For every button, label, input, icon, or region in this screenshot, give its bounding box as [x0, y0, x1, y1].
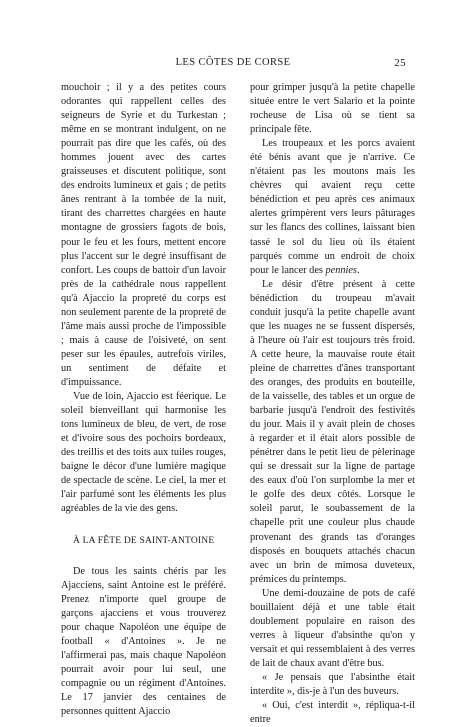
paragraph-benediction: Le désir d'être présent à cette bénédiction du troupeau m'avait conduit jusqu'à la petite chapelle avant que les nuages ne se fussent dispersés, à l'heure où l'air est toujours très froid. A cette heure, la mauvaise route était pleine de charrettes d'ânes transportant des oranges, des produits en bouteille, de la vaisselle, des tables et un orgue de barbarie jusqu'à l'endroit des festivités du jour. Mais il y avait plein de choses à regarder et il était alors possible de pénétrer dans le petit lieu de pèlerinage qui se dressait sur la ligne de partage des eaux d'où l'on surplombe la mer et le golfe des deux côtés. Lorsque le soleil parut, le soubassement de la chapelle prit une couleur plus chaude provenant des grands tas d'oranges disposés en bouquets attachés chacun avec un brin de mimosa duveteux, prémices du printemps. — [250, 278, 415, 585]
right-column — [250, 81, 415, 727]
section-heading: À LA FÊTE DE SAINT-ANTOINE — [73, 536, 215, 547]
paragraph-troupeaux — [250, 137, 415, 277]
paragraph-troupeaux-text: Les troupeaux et les porcs avaient été bénis avant que je n'arrive. Ce n'étaient pas les moutons mais les chèvres qui avaient reçu cette bénédiction et peu après ces animaux alertes grimpèrent vers leurs pâturages sur les flancs des collines, laissant bien tassé le sol du lieu où ils étaient parqués comme un endroit de choix pour le lancer des — [250, 138, 415, 276]
paragraph-dialogue-1: « Je pensais que l'absinthe était interdite », dis-je à l'un des buveurs. — [250, 671, 415, 698]
paragraph-continued: mouchoir ; il y a des petites cours odorantes qui rappellent celles des seigneurs de Syrie et du Turkestan ; même en se montrant indulgent, on ne pourrait pas dire que les cafés, où des hommes jouent avec des cartes graisseuses et discutent politique, sont des endroits lumineux et gais ; de petits ânes rentrant à la tombée de la nuit, tirant des charrettes chargées en haute montagne de grossiers fagots de bois, pour le feu et les fours, mettent encore plus l'accent sur le degré insuffisant de confort. Les coups de battoir d'un lavoir près de la cathédrale nous rappellent qu'à Ajaccio la propreté du corps est non seulement parente de la propreté de l'âme mais aussi proche de l'impossible ; mais à cause de l'oisiveté, on sent peser sur les épaules, autrefois viriles, un sentiment de défaite et d'impuissance. — [61, 82, 226, 388]
paragraph-ajaccio-feerique: Vue de loin, Ajaccio est féerique. Le soleil bienveillant qui harmonise les tons lumineux de bleu, de vert, de rose et d'ivoire sous des pochoirs bordeaux, des treillis et des toits aux tuiles rouges, baigne le décor d'une lumière magique de spectacle de scène. Le ciel, la mer et l'air parfumé sont les éléments les plus agréables de la vie des gens. — [61, 391, 226, 515]
paragraph-cafe: Une demi-douzaine de pots de café bouillaient déjà et une table était doublement populaire en raison des verres à liqueur d'absinthe qu'on y versait et qui ressemblaient à des verres de lait de chaux avant d'être bus. — [250, 587, 415, 669]
paragraph-dialogue-2: « Oui, c'est interdit », répliqua-t-il entre — [250, 700, 415, 726]
italic-pennies: pennies — [325, 264, 357, 276]
left-column — [61, 81, 226, 719]
paragraph-troupeaux-end: . — [356, 264, 360, 276]
running-title: LES CÔTES DE CORSE — [175, 57, 291, 68]
paragraph-saint-antoine: De tous les saints chéris par les Ajacciens, saint Antoine est le préféré. Prenez n'importe quel groupe de garçons ajacciens et vous trouverez pour chaque Napoléon une équipe de football « d'Antoines ». Je ne l'affirmerai pas, mais chaque Napoléon pourrait avoir pour lui seul, une compagnie ou un régiment d'Antoines. Le 17 janvier des centaines de personnes quittent Ajaccio — [61, 565, 226, 717]
page-number: 25 — [394, 57, 406, 69]
paragraph-chapelle: pour grimper jusqu'à la petite chapelle située entre le vert Salario et la pointe rocheuse de Lisa où se tient sa principale fête. — [250, 82, 415, 136]
